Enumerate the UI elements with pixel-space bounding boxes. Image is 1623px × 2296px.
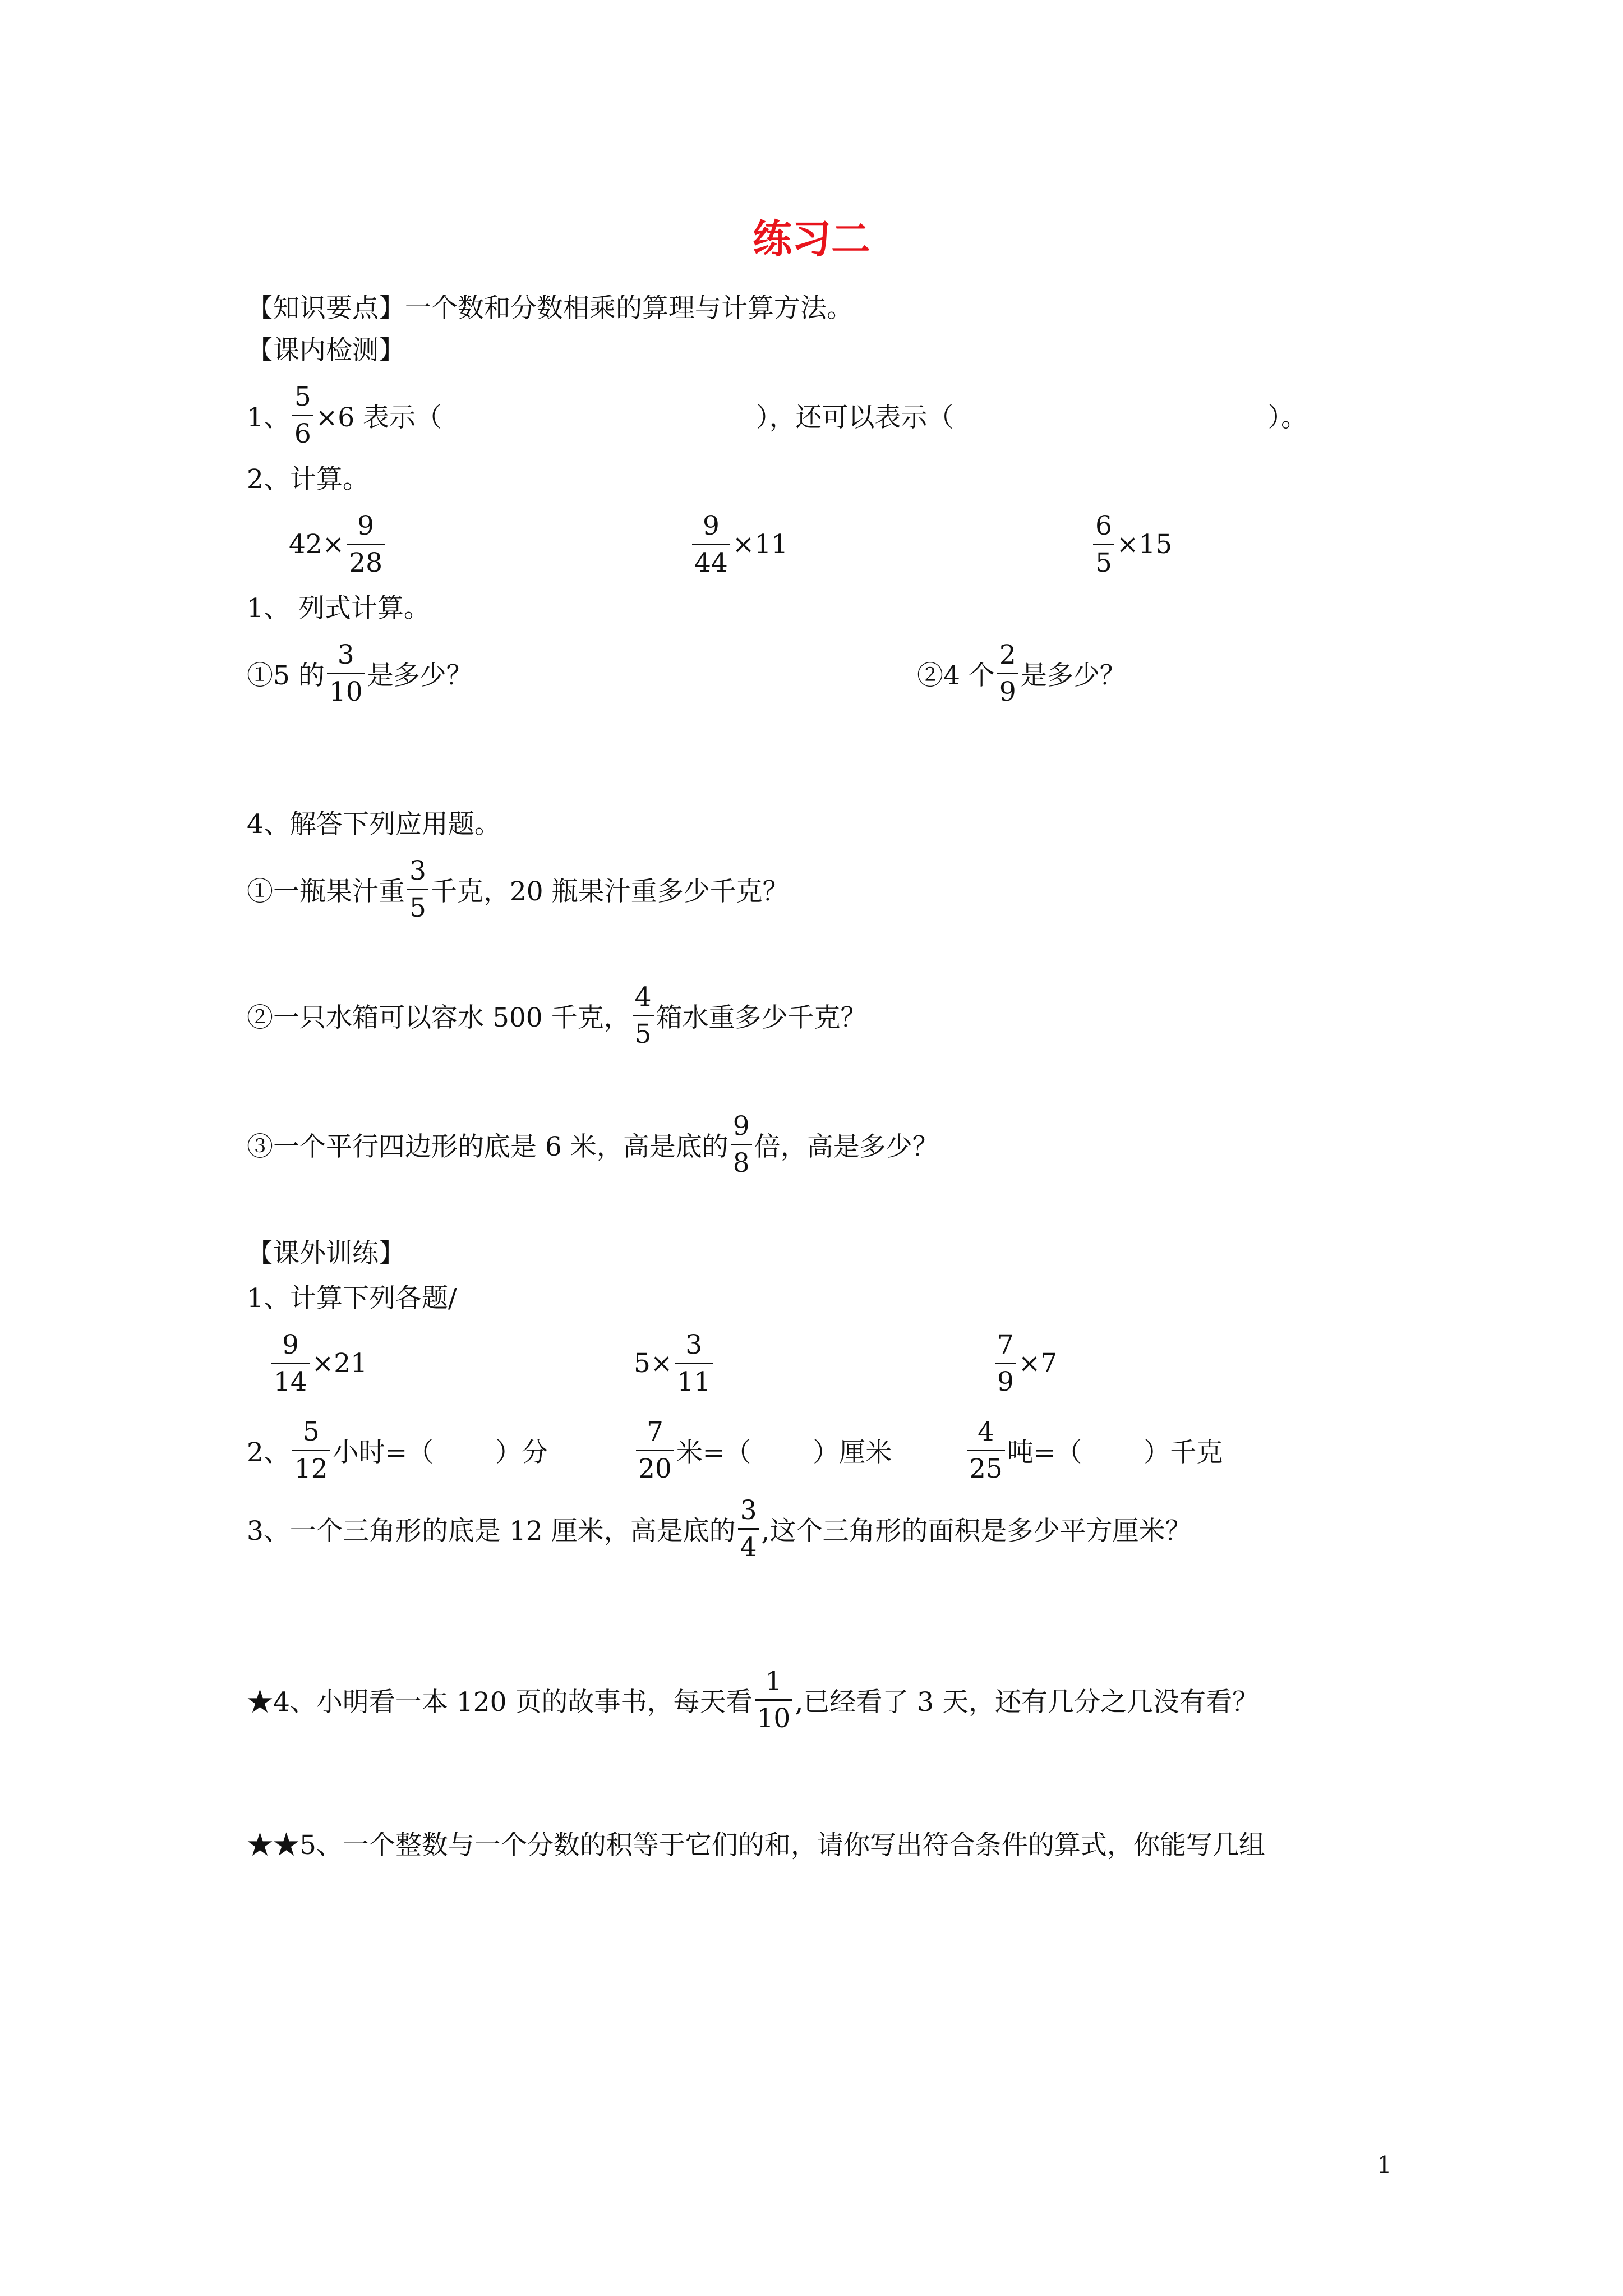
denominator: 11 [675, 1363, 713, 1395]
q1-prefix: 1、 [247, 402, 290, 433]
q3-a-post: 是多少？ [367, 660, 473, 691]
numerator: 7 [997, 1329, 1014, 1360]
exercise-4 [247, 1666, 1258, 1733]
denominator: 44 [692, 544, 730, 576]
q1-denominator: 6 [292, 415, 313, 447]
e2-item-1-unit: 小时=（ [332, 1437, 434, 1468]
exercise-3 [247, 1495, 1191, 1562]
e1-item-3 [993, 1329, 1057, 1397]
denominator: 20 [636, 1450, 674, 1482]
q4-a-pre: ①一瓶果汁重 [247, 876, 405, 907]
q4-b-pre: ②一只水箱可以容水 500 千克， [247, 1002, 630, 1033]
q2-item-1 [289, 510, 387, 578]
numerator: 9 [702, 510, 720, 541]
e1-item-1-fraction [271, 1329, 310, 1397]
q4-c-fraction [731, 1110, 752, 1179]
denominator: 10 [327, 673, 365, 705]
page-number: 1 [1377, 2151, 1392, 2179]
page-title: 练习二 [753, 216, 870, 262]
q4-b [247, 982, 867, 1049]
e3-pre: 3、一个三角形的底是 12 厘米，高是底的 [247, 1515, 736, 1547]
question-2-label: 2、计算。 [247, 463, 369, 495]
q2-item-2-fraction [692, 510, 730, 578]
numerator: 3 [337, 639, 354, 670]
numerator: 3 [685, 1329, 703, 1360]
q3-b-post: 是多少？ [1020, 660, 1126, 691]
q4-b-fraction [633, 981, 654, 1050]
e2-item-2-unit: 米=（ [676, 1437, 751, 1468]
e1-item-2-fraction [675, 1329, 713, 1397]
numerator: 1 [765, 1665, 782, 1697]
q2-item-2 [690, 510, 788, 578]
e2-item-1-fraction [292, 1416, 330, 1484]
q4-c [247, 1111, 939, 1178]
numerator: 3 [409, 855, 426, 886]
q4-b-post: 箱水重多少千克？ [656, 1002, 867, 1033]
e2-item-1-close: ）分 [495, 1437, 548, 1468]
q4-a-fraction [407, 855, 428, 923]
e2-item-2-fraction [636, 1416, 674, 1484]
denominator: 10 [755, 1699, 793, 1732]
question-1 [247, 381, 1307, 449]
e1-item-3-fraction [995, 1329, 1016, 1397]
q2-item-1-pre: 42× [289, 528, 345, 560]
q1-fraction [292, 381, 313, 449]
q4-c-pre: ③一个平行四边形的底是 6 米，高是底的 [247, 1131, 728, 1162]
q3-b-pre: ②4 个 [917, 660, 995, 691]
e1-item-1-post: ×21 [311, 1347, 367, 1379]
q3-a-pre: ①5 的 [247, 660, 325, 691]
denominator: 9 [995, 1363, 1016, 1395]
e1-item-2 [634, 1329, 715, 1397]
e2-item-2-close: ）厘米 [813, 1437, 892, 1468]
question-4-label: 4、解答下列应用题。 [247, 808, 501, 840]
e1-item-1 [269, 1329, 367, 1397]
e2-item-3-close: ）千克 [1144, 1437, 1223, 1468]
q3-a [247, 639, 473, 707]
e1-item-3-post: ×7 [1018, 1347, 1058, 1379]
q2-item-3-post: ×15 [1116, 528, 1173, 560]
e4-post: ,已经看了 3 天，还有几分之几没有看？ [795, 1686, 1259, 1718]
numerator: 9 [282, 1329, 299, 1360]
numerator: 3 [740, 1494, 757, 1526]
denominator: 5 [633, 1015, 654, 1047]
numerator: 7 [646, 1416, 663, 1447]
numerator: 9 [732, 1110, 750, 1142]
e4-fraction [755, 1665, 793, 1734]
q1-text: ×6 表示（ [315, 402, 442, 433]
q3-b-fraction [997, 639, 1018, 707]
q4-c-post: 倍，高是多少？ [754, 1131, 939, 1162]
denominator: 25 [967, 1450, 1005, 1482]
section-out-class: 【课外训练】 [247, 1237, 405, 1269]
denominator: 5 [407, 889, 428, 921]
numerator: 9 [357, 510, 375, 541]
e2-item-1 [247, 1416, 548, 1484]
q2-item-3 [1091, 510, 1172, 578]
numerator: 4 [977, 1416, 994, 1447]
denominator: 12 [292, 1450, 330, 1482]
question-3-label: 1、 列式计算。 [247, 592, 430, 624]
denominator: 9 [997, 673, 1018, 705]
q2-item-1-fraction [347, 510, 385, 578]
e3-fraction [738, 1494, 759, 1563]
e2-item-3-unit: 吨=（ [1007, 1437, 1082, 1468]
e4-pre: ★4、小明看一本 120 页的故事书，每天看 [247, 1686, 753, 1718]
knowledge-points: 【知识要点】一个数和分数相乘的算理与计算方法。 [247, 292, 853, 324]
q3-a-fraction [327, 639, 365, 707]
exercise-1-label: 1、计算下列各题/ [247, 1282, 457, 1314]
q1-numerator: 5 [294, 381, 311, 412]
q1-middle: ），还可以表示（ [756, 402, 954, 433]
e2-item-2 [634, 1416, 892, 1484]
e1-item-2-pre: 5× [634, 1347, 673, 1379]
q3-b [917, 639, 1126, 707]
denominator: 8 [731, 1144, 752, 1176]
denominator: 5 [1093, 544, 1114, 576]
numerator: 4 [634, 981, 652, 1013]
q4-a-post: 千克，20 瓶果汁重多少千克？ [430, 876, 789, 907]
e2-item-3-fraction [967, 1416, 1005, 1484]
exercise-5: ★★5、一个整数与一个分数的积等于它们的和，请你写出符合条件的算式，你能写几组 [247, 1829, 1265, 1861]
denominator: 4 [738, 1528, 759, 1561]
denominator: 28 [347, 544, 385, 576]
section-in-class: 【课内检测】 [247, 334, 405, 366]
numerator: 2 [999, 639, 1016, 670]
numerator: 5 [302, 1416, 320, 1447]
q2-item-2-post: ×11 [732, 528, 788, 560]
e2-prefix: 2、 [247, 1437, 290, 1468]
q2-item-3-fraction [1093, 510, 1114, 578]
denominator: 14 [271, 1363, 310, 1395]
numerator: 6 [1095, 510, 1112, 541]
e3-post: ,这个三角形的面积是多少平方厘米？ [761, 1515, 1192, 1547]
e2-item-3 [965, 1416, 1223, 1484]
q1-end: ）。 [1267, 402, 1308, 433]
q4-a [247, 855, 789, 923]
